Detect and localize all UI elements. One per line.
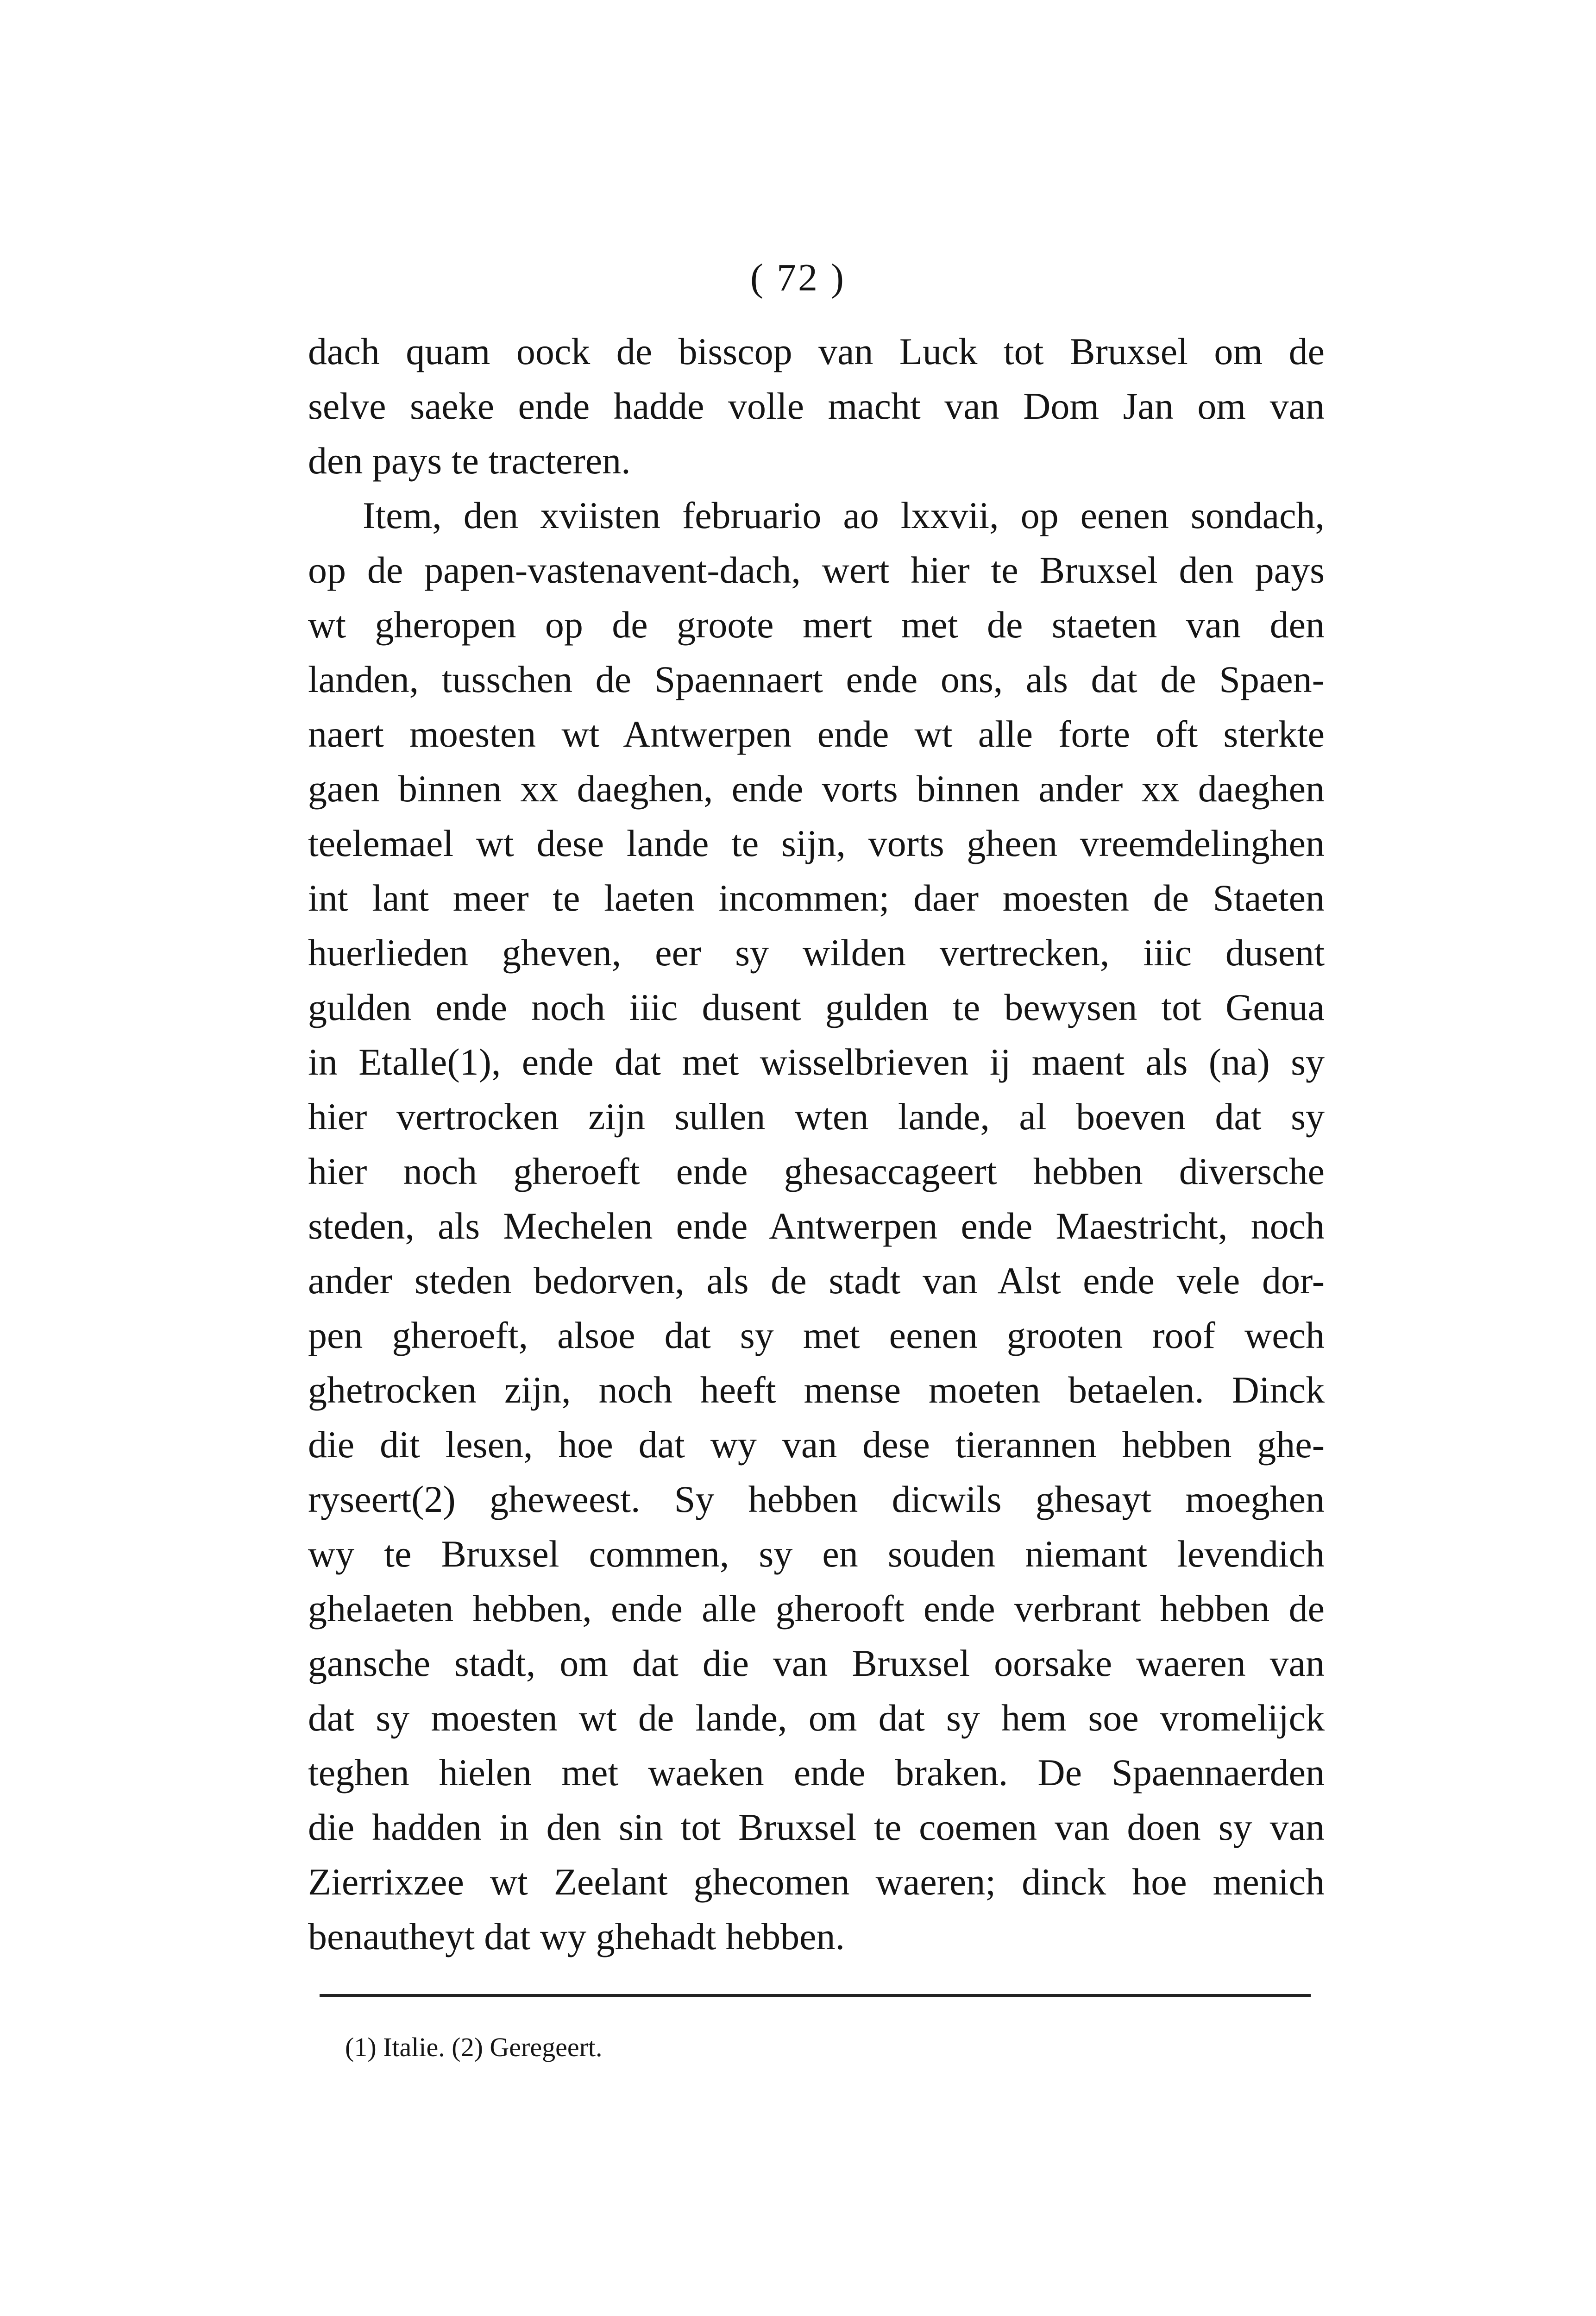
- text-line: die dit lesen, hoe dat wy van dese tierannen hebben ghe-: [308, 1423, 1325, 1466]
- text-line: ghelaeten hebben, ende alle gherooft ende verbrant hebben de: [308, 1587, 1325, 1630]
- footnote: (1) Italie. (2) Geregeert.: [345, 2032, 603, 2062]
- text-line: gulden ende noch iiic dusent gulden te bewysen tot Genua: [308, 986, 1325, 1028]
- page-number: ( 72 ): [750, 256, 846, 299]
- text-line: den pays te tracteren.: [308, 440, 631, 482]
- text-line: in Etalle(1), ende dat met wisselbrieven ij maent als (na) sy: [308, 1041, 1325, 1083]
- text-line: wt gheropen op de groote mert met de staeten van den: [308, 604, 1325, 646]
- text-line: dat sy moesten wt de lande, om dat sy hem soe vromelijck: [308, 1697, 1325, 1739]
- text-line: teelemael wt dese lande te sijn, vorts gheen vreemdelinghen: [308, 822, 1325, 864]
- text-line: landen, tusschen de Spaennaert ende ons, als dat de Spaen-: [308, 658, 1325, 700]
- text-line: die hadden in den sin tot Bruxsel te coemen van doen sy van: [308, 1806, 1325, 1848]
- text-line: int lant meer te laeten incommen; daer moesten de Staeten: [308, 877, 1325, 919]
- text-line: benautheyt dat wy ghehadt hebben.: [308, 1915, 845, 1957]
- text-line: hier noch gheroeft ende ghesaccageert hebben diversche: [308, 1150, 1325, 1192]
- text-line: steden, als Mechelen ende Antwerpen ende Maestricht, noch: [308, 1205, 1325, 1247]
- text-line: dach quam oock de bisscop van Luck tot Bruxsel om de: [308, 330, 1325, 372]
- body-text: [308, 324, 1325, 1964]
- text-line: naert moesten wt Antwerpen ende wt alle forte oft sterkte: [308, 713, 1325, 755]
- text-line: teghen hielen met waeken ende braken. De Spaennaerden: [308, 1751, 1325, 1794]
- text-line: ander steden bedorven, als de stadt van Alst ende vele dor-: [308, 1259, 1325, 1302]
- text-line: huerlieden gheven, eer sy wilden vertrecken, iiic dusent: [308, 931, 1325, 974]
- text-line: selve saeke ende hadde volle macht van Dom Jan om van: [308, 385, 1325, 427]
- paragraph-start-line: Item, den xviisten februario ao lxxvii, op eenen sondach,: [363, 494, 1325, 536]
- text-line: ghetrocken zijn, noch heeft mense moeten betaelen. Dinck: [308, 1369, 1325, 1411]
- text-line: Zierrixzee wt Zeelant ghecomen waeren; dinck hoe menich: [308, 1861, 1325, 1903]
- text-line: op de papen-vastenavent-dach, wert hier te Bruxsel den pays: [308, 549, 1325, 591]
- text-line: wy te Bruxsel commen, sy en souden niemant levendich: [308, 1533, 1325, 1575]
- footnote-divider: [320, 1994, 1311, 1997]
- text-line: gaen binnen xx daeghen, ende vorts binnen ander xx daeghen: [308, 768, 1325, 810]
- text-line: pen gheroeft, alsoe dat sy met eenen grooten roof wech: [308, 1314, 1325, 1356]
- text-line: gansche stadt, om dat die van Bruxsel oorsake waeren van: [308, 1642, 1325, 1684]
- text-line: hier vertrocken zijn sullen wten lande, al boeven dat sy: [308, 1095, 1325, 1138]
- text-line: ryseert(2) gheweest. Sy hebben dicwils ghesayt moeghen: [308, 1478, 1325, 1520]
